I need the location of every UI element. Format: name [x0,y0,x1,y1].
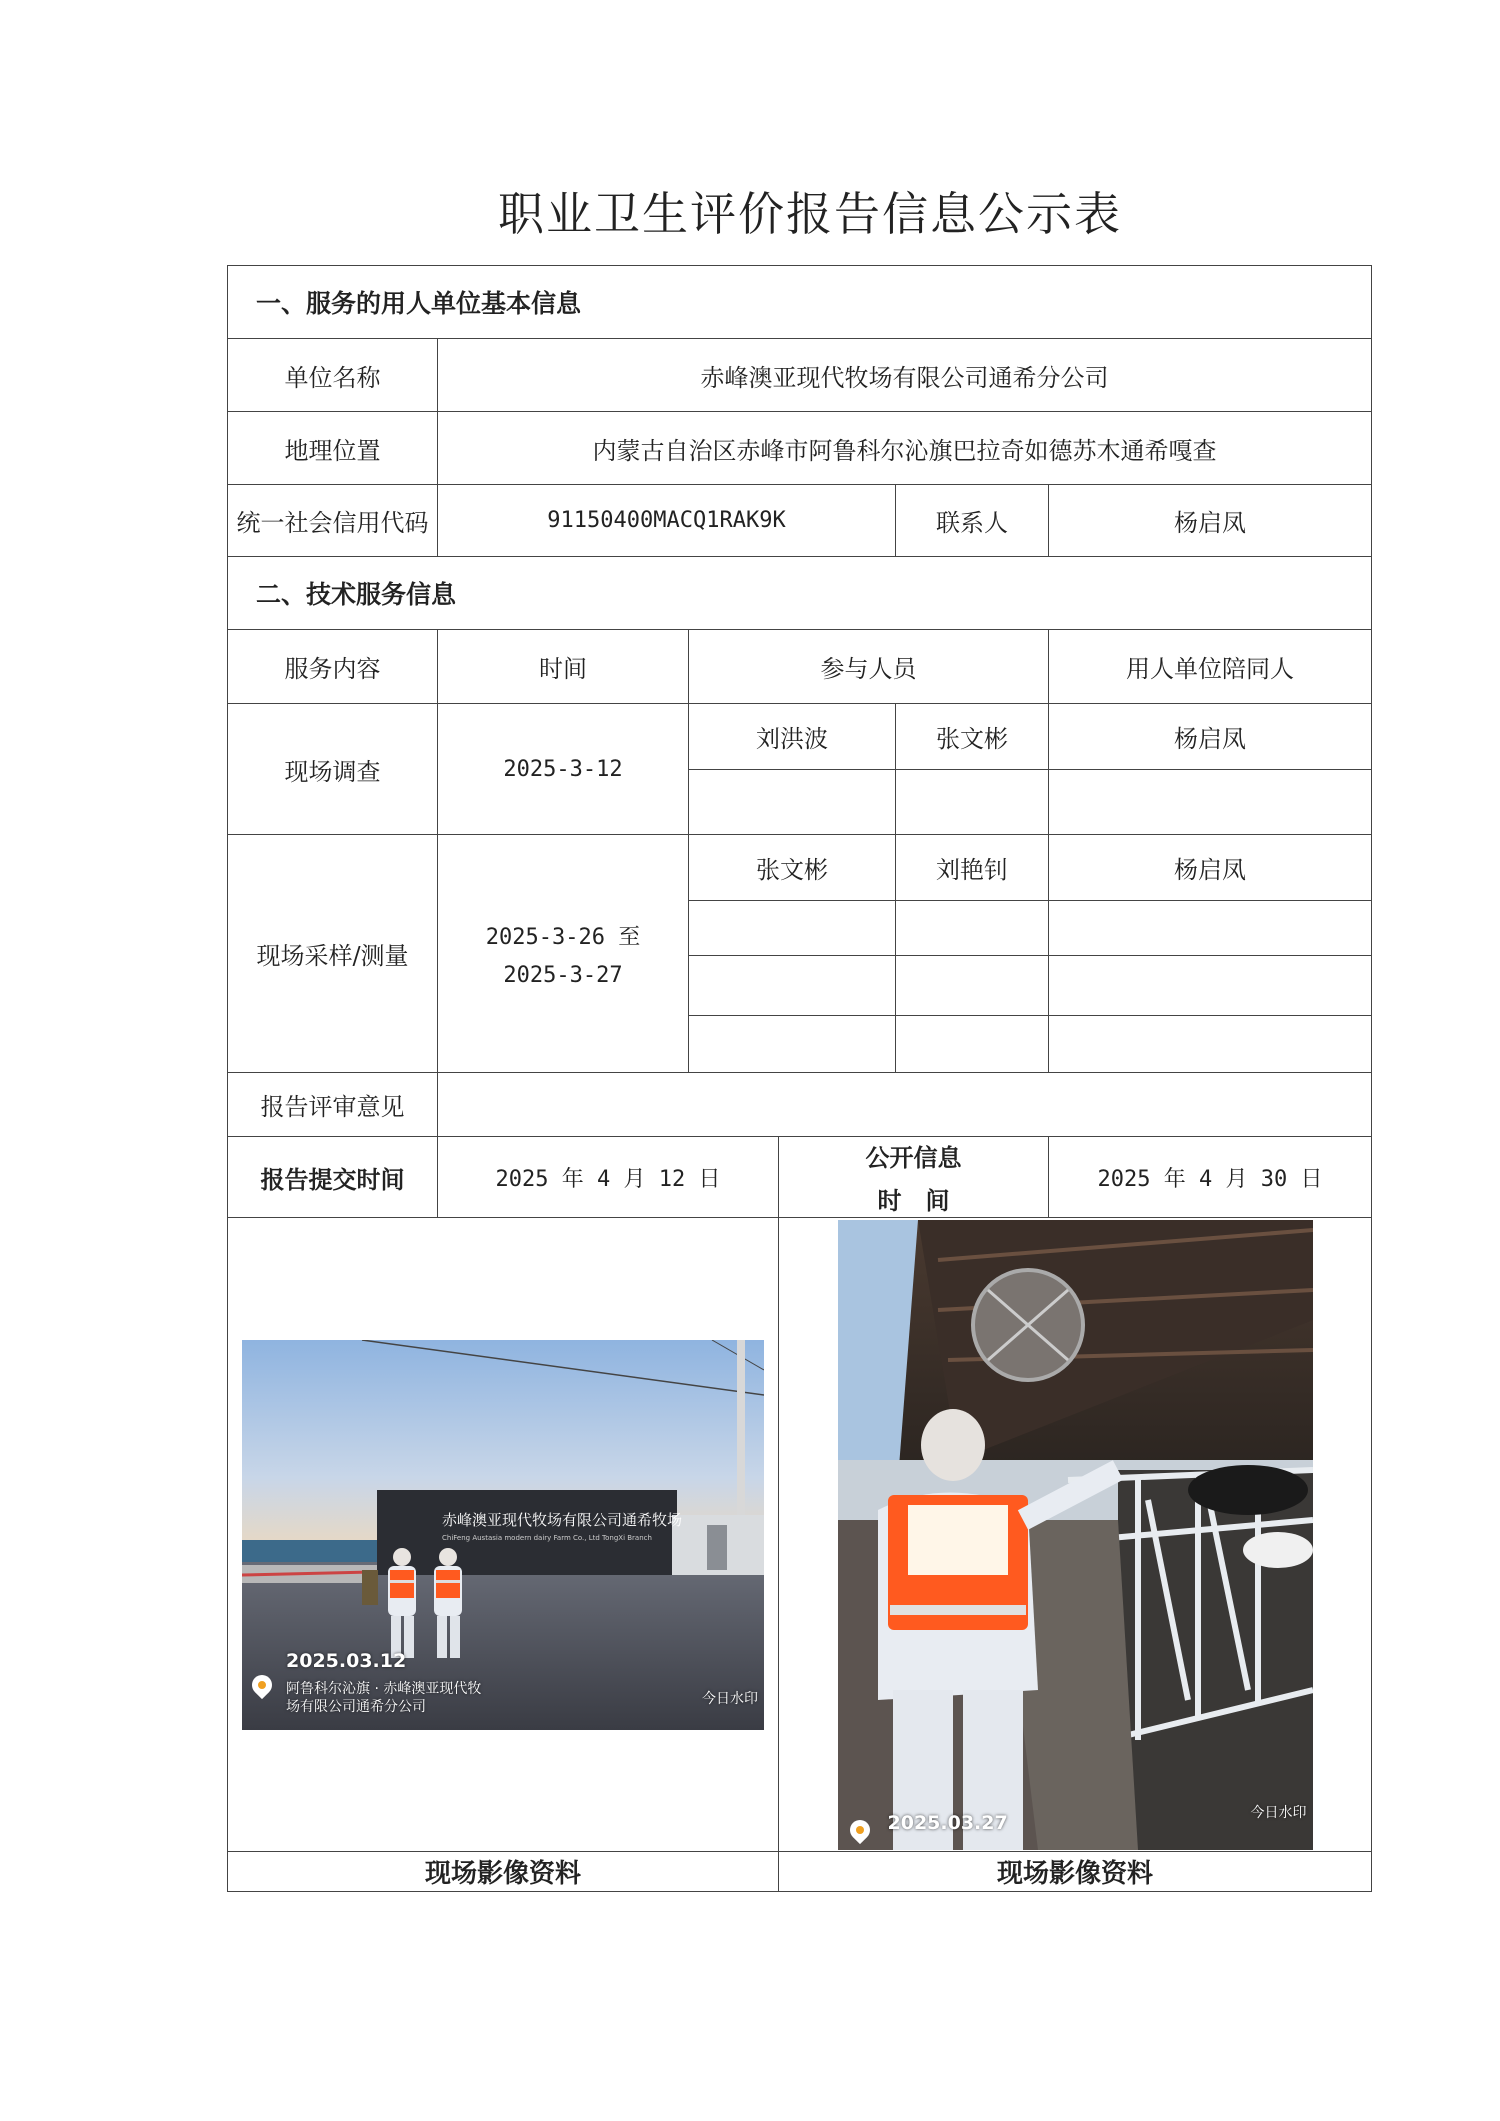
empty-cell [1049,956,1372,1016]
empty-cell [689,956,896,1016]
page-title: 职业卫生评价报告信息公示表 [498,187,1122,241]
location-label: 地理位置 [228,412,438,485]
submit-date: 2025 年 4 月 12 日 [438,1137,779,1218]
empty-cell [689,770,896,835]
sampling-time-start: 2025-3-26 至 [485,924,641,950]
sampling-time [438,835,689,1073]
publish-label-line1: 公开信息 [865,1144,962,1172]
info-table [227,265,1372,1892]
credit-code-label: 统一社会信用代码 [228,485,438,557]
empty-cell [1049,770,1372,835]
contact-label: 联系人 [896,485,1049,557]
site-photo-entrance [242,1340,764,1730]
empty-cell [896,901,1049,956]
survey-label: 现场调查 [228,704,438,835]
credit-code-value: 91150400MACQ1RAK9K [438,485,896,557]
review-label: 报告评审意见 [228,1073,438,1137]
photo-caption-1: 现场影像资料 [228,1852,779,1892]
sampling-time-end: 2025-3-27 [503,962,623,988]
survey-participant-2: 张文彬 [896,704,1049,770]
empty-cell [896,770,1049,835]
sampling-participant-2: 刘艳钊 [896,835,1049,901]
photo-cell-1 [228,1218,779,1852]
gate-sign-text: 赤峰澳亚现代牧场有限公司通希牧场 [442,1510,683,1529]
gate-sign-en: ChiFeng Austasia modern dairy Farm Co., Ltd TongXi Branch [442,1533,652,1542]
survey-companion: 杨启凤 [1049,704,1372,770]
watermark-logo: 今日水印 [1250,1804,1307,1821]
sampling-label: 现场采样/测量 [228,835,438,1073]
empty-cell [896,1016,1049,1073]
watermark-logo: 今日水印 [702,1690,758,1707]
header-time: 时间 [438,630,689,704]
header-companion: 用人单位陪同人 [1049,630,1372,704]
empty-cell [1049,901,1372,956]
barn-scene [838,1220,1313,1850]
empty-cell [1049,1016,1372,1073]
publish-label-line2: 时 间 [877,1187,950,1215]
survey-participant-1: 刘洪波 [689,704,896,770]
survey-time: 2025-3-12 [438,704,689,835]
photo-location-line2: 场有限公司通希分公司 [286,1698,426,1715]
photo-location-line1: 阿鲁科尔沁旗 · 赤峰澳亚现代牧 [286,1680,482,1697]
submit-label: 报告提交时间 [228,1137,438,1218]
sampling-participant-1: 张文彬 [689,835,896,901]
empty-cell [896,956,1049,1016]
unit-name-label: 单位名称 [228,339,438,412]
header-participants: 参与人员 [689,630,1049,704]
photo-date-stamp: 2025.03.12 [286,1649,407,1672]
contact-value: 杨启凤 [1049,485,1372,557]
photo-caption-2: 现场影像资料 [779,1852,1372,1892]
empty-cell [689,1016,896,1073]
photo-date-stamp: 2025.03.27 [887,1811,1008,1834]
sampling-companion: 杨启凤 [1049,835,1372,901]
section1-heading: 一、服务的用人单位基本信息 [228,266,1372,339]
review-value [438,1073,1372,1137]
location-value: 内蒙古自治区赤峰市阿鲁科尔沁旗巴拉奇如德苏木通希嘎查 [438,412,1372,485]
empty-cell [689,901,896,956]
publish-date: 2025 年 4 月 30 日 [1049,1137,1372,1218]
header-content: 服务内容 [228,630,438,704]
photo-cell-2 [779,1218,1372,1852]
section2-heading: 二、技术服务信息 [228,557,1372,630]
unit-name-value: 赤峰澳亚现代牧场有限公司通希分公司 [438,339,1372,412]
site-photo-barn [838,1220,1313,1850]
publish-label [779,1137,1049,1218]
